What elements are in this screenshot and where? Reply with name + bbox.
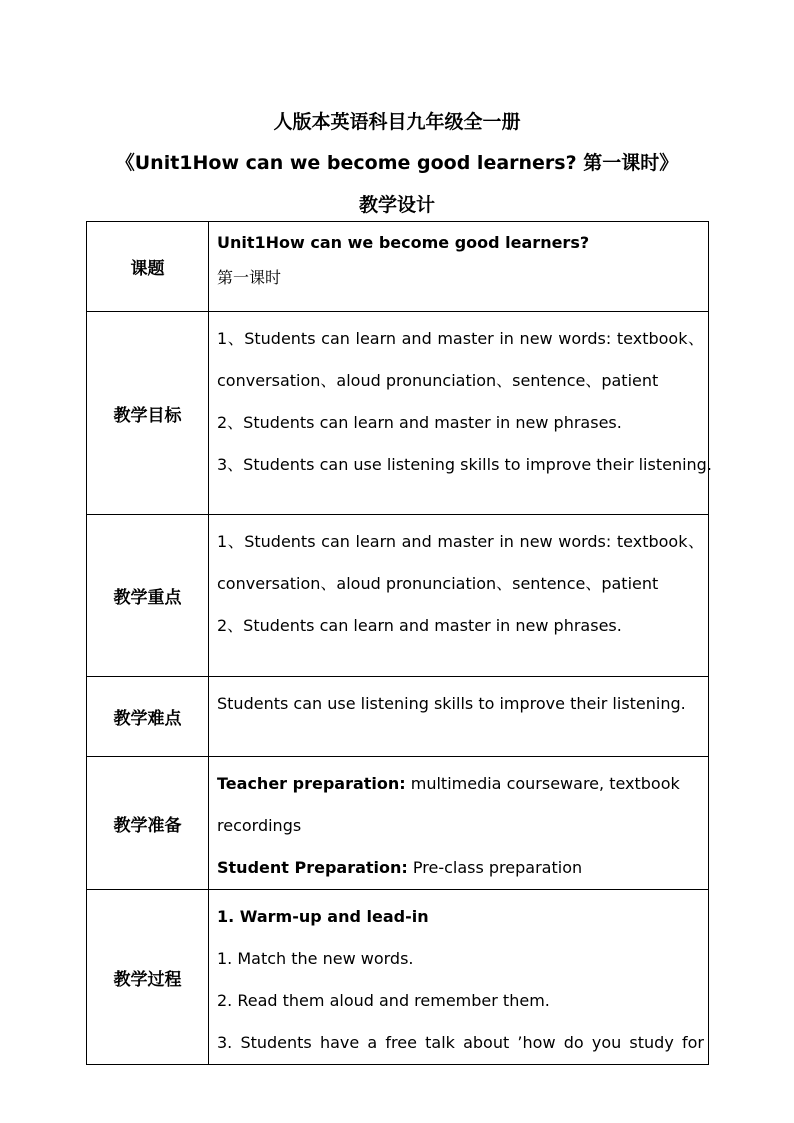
document-heading: 教学设计	[358, 194, 435, 216]
table-row-topic	[87, 222, 709, 312]
student-preparation	[217, 847, 704, 889]
key-point-line-2: conversation、aloud pronunciation、sentence、patient	[217, 574, 659, 593]
row-content-topic	[209, 222, 709, 312]
row-label-key-points: 教学重点	[87, 515, 209, 677]
process-line-2: 2. Read them aloud and remember them.	[217, 991, 550, 1010]
row-label-goals: 教学目标	[87, 312, 209, 515]
teacher-preparation-text: multimedia courseware, textbook	[405, 774, 680, 793]
teacher-preparation-cont: recordings	[217, 816, 302, 835]
row-label-preparation: 教学准备	[87, 757, 209, 890]
document-subtitle: 《Unit1How can we become good learners? 第一课时》	[115, 152, 679, 174]
goal-line-2: conversation、aloud pronunciation、sentence、patient	[217, 371, 659, 390]
table-row-process	[87, 890, 709, 1065]
difficulty-line-1: Students can use listening skills to improve their listening.	[217, 694, 686, 713]
process-heading: 1. Warm-up and lead-in	[217, 907, 429, 926]
row-label-process: 教学过程	[87, 890, 209, 1065]
process-line-1: 1. Match the new words.	[217, 949, 414, 968]
topic-period: 第一课时	[217, 268, 282, 287]
document-title: 人版本英语科目九年级全一册	[273, 111, 521, 133]
row-content-process	[209, 890, 709, 1065]
student-preparation-text: Pre-class preparation	[407, 858, 583, 877]
student-preparation-label: Student Preparation:	[217, 858, 408, 877]
goal-line-4: 3、Students can use listening skills to improve their listening.	[217, 455, 712, 474]
key-point-line-3: 2、Students can learn and master in new phrases.	[217, 616, 622, 635]
topic-title: Unit1How can we become good learners?	[217, 233, 590, 252]
teacher-preparation	[217, 763, 704, 805]
row-content-preparation	[209, 757, 709, 890]
row-label-difficulties: 教学难点	[87, 677, 209, 757]
table-row-difficulties	[87, 677, 709, 757]
process-line-3: 3. Students have a free talk about ’how do you study for	[217, 1033, 704, 1052]
lesson-plan-table	[86, 221, 712, 1065]
row-label-topic: 课题	[87, 222, 209, 312]
row-content-goals	[209, 312, 712, 515]
table-row-preparation	[87, 757, 709, 890]
teacher-preparation-label: Teacher preparation:	[217, 774, 406, 793]
key-point-line-1: 1、Students can learn and master in new words: textbook、	[217, 532, 704, 551]
row-content-difficulties	[209, 677, 709, 757]
table-row-goals	[87, 312, 709, 515]
goal-line-1: 1、Students can learn and master in new words: textbook、	[217, 329, 704, 348]
goal-line-3: 2、Students can learn and master in new phrases.	[217, 413, 622, 432]
row-content-key-points	[209, 515, 709, 677]
table-row-key-points	[87, 515, 709, 677]
